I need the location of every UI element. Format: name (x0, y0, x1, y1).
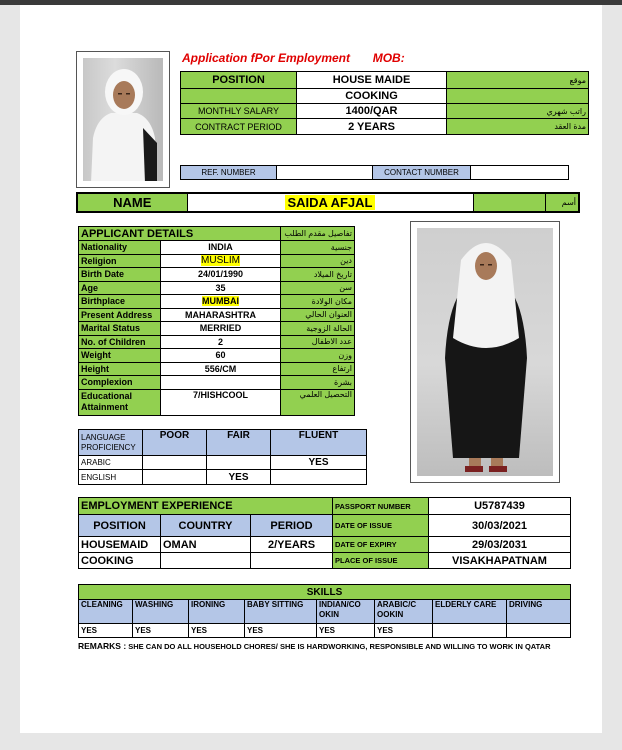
applicant-field-label: No. of Children (79, 335, 161, 349)
applicant-field-label: Birthplace (79, 295, 161, 309)
salary-label: MONTHLY SALARY (181, 104, 297, 119)
person-portrait-icon (83, 58, 163, 181)
skill-value (433, 624, 507, 638)
applicant-field-value: 556/CM (204, 363, 237, 374)
skill-value: YES (79, 624, 133, 638)
skills-table (78, 584, 571, 638)
applicant-field-value: 2 (217, 336, 223, 347)
applicant-field-ar: جنسية (281, 241, 355, 255)
skill-value: YES (245, 624, 317, 638)
applicant-field-label: Present Address (79, 308, 161, 322)
education-ar: التحصيل العلمي (281, 389, 355, 415)
application-title: Application fPor Employment (182, 51, 351, 65)
applicant-field-ar: مكان الولادة (281, 295, 355, 309)
job2-position: COOKING (79, 553, 161, 569)
applicant-field-value: MAHARASHTRA (185, 309, 256, 320)
job1-position: HOUSEMAID (79, 537, 161, 553)
applicant-field-value: 60 (215, 350, 226, 361)
skill-value: YES (317, 624, 375, 638)
passport-number-value: U5787439 (429, 498, 571, 515)
passport-photo (76, 51, 170, 188)
passport-table (332, 497, 571, 569)
applicant-field-label: Complexion (79, 376, 161, 390)
english-level: YES (207, 470, 271, 485)
contract-label: CONTRACT PERIOD (181, 119, 297, 135)
applicant-row (79, 376, 355, 390)
ref-number-label: REF. NUMBER (181, 166, 277, 180)
place-of-issue-value: VISAKHAPATNAM (429, 553, 571, 569)
applicant-field-value: MERRIED (199, 323, 242, 334)
date-of-expiry-label: DATE OF EXPIRY (333, 537, 429, 553)
applicant-field-ar: الحالة الزوجية (281, 322, 355, 336)
applicant-field-ar: العنوان الحالي (281, 308, 355, 322)
applicant-details-heading-ar: تفاصيل مقدم الطلب (281, 227, 355, 241)
contact-number-label: CONTACT NUMBER (373, 166, 471, 180)
job1-period: 2/YEARS (251, 537, 333, 553)
skill-header: ARABIC/C OOKIN (375, 600, 433, 624)
applicant-field-ar: وزن (281, 349, 355, 363)
english-label: ENGLISH (79, 470, 143, 485)
position-table (180, 71, 589, 135)
language-table (78, 429, 367, 485)
name-ar: أسم (545, 193, 579, 212)
person-full-body-icon (417, 228, 553, 476)
applicant-field-ar: تاريخ الميلاد (281, 268, 355, 282)
applicant-field-value: 24/01/1990 (197, 269, 244, 280)
date-of-issue-label: DATE OF ISSUE (333, 515, 429, 537)
skill-header: DRIVING (507, 600, 571, 624)
skill-header: WASHING (133, 600, 189, 624)
applicant-field-value: MUMBAI (202, 296, 239, 307)
skill-value: YES (375, 624, 433, 638)
applicant-field-ar: ارتفاع (281, 362, 355, 376)
applicant-row (79, 241, 355, 255)
arabic-label: ARABIC (79, 456, 143, 470)
contract-value: 2 YEARS (297, 119, 447, 135)
applicant-field-label: Marital Status (79, 322, 161, 336)
applicant-row (79, 362, 355, 376)
applicant-field-ar: بشرة (281, 376, 355, 390)
date-of-issue-value: 30/03/2021 (429, 515, 571, 537)
skill-header: BABY SITTING (245, 600, 317, 624)
employment-heading: EMPLOYMENT EXPERIENCE (79, 498, 333, 515)
skill-value: YES (133, 624, 189, 638)
applicant-row (79, 281, 355, 295)
name-table (76, 192, 580, 213)
col-period: PERIOD (251, 515, 333, 537)
name-value: SAIDA AFJAL (285, 195, 376, 210)
applicant-field-label: Weight (79, 349, 161, 363)
applicant-field-ar: عدد الاطفال (281, 335, 355, 349)
date-of-expiry-value: 29/03/2031 (429, 537, 571, 553)
applicant-details-table (78, 226, 355, 416)
applicant-field-label: Birth Date (79, 268, 161, 282)
passport-number-label: PASSPORT NUMBER (333, 498, 429, 515)
poor-header: POOR (143, 430, 207, 456)
language-label-2: PROFICIENCY (81, 442, 136, 452)
applicant-field-ar: دين (281, 254, 355, 268)
applicant-field-ar: سن (281, 281, 355, 295)
remarks-text: SHE CAN DO ALL HOUSEHOLD CHORES/ SHE IS HARDWORKING, RESPONSIBLE AND WILLING TO WORK IN QATAR (128, 642, 551, 651)
ref-number-value (277, 166, 373, 180)
applicant-details-heading: APPLICANT DETAILS (79, 227, 281, 241)
applicant-field-value: INDIA (208, 242, 233, 253)
skill-value (507, 624, 571, 638)
col-country: COUNTRY (161, 515, 251, 537)
education-label: Educational (81, 391, 133, 401)
position-value-2: COOKING (297, 89, 447, 104)
applicant-field-label: Nationality (79, 241, 161, 255)
contact-number-value (471, 166, 569, 180)
applicant-field-label: Height (79, 362, 161, 376)
language-label: LANGUAGE (81, 432, 126, 442)
applicant-row (79, 335, 355, 349)
job1-country: OMAN (161, 537, 251, 553)
contract-ar: مدة العقد (447, 119, 589, 135)
fluent-header: FLUENT (271, 430, 367, 456)
applicant-row (79, 254, 355, 268)
applicant-field-value: 35 (215, 282, 226, 293)
employment-table (78, 497, 333, 569)
position-value: HOUSE MAIDE (297, 72, 447, 89)
name-label: NAME (77, 193, 187, 212)
applicant-field-value: MUSLIM (201, 255, 240, 267)
col-position: POSITION (79, 515, 161, 537)
applicant-row (79, 308, 355, 322)
education-label-2: Attainment (81, 402, 128, 412)
salary-ar: راتب شهري (447, 104, 589, 119)
skill-header: CLEANING (79, 600, 133, 624)
applicant-field-label: Age (79, 281, 161, 295)
salary-value: 1400/QAR (297, 104, 447, 119)
skills-heading: SKILLS (79, 585, 571, 600)
arabic-level: YES (271, 456, 367, 470)
remarks-label: REMARKS : (78, 641, 127, 651)
skill-header: IRONING (189, 600, 245, 624)
mob-label: MOB: (372, 51, 405, 65)
applicant-row (79, 268, 355, 282)
skill-header: INDIAN/CO OKIN (317, 600, 375, 624)
applicant-row (79, 322, 355, 336)
skill-value: YES (189, 624, 245, 638)
position-ar: موقع (447, 72, 589, 89)
position-label: POSITION (181, 72, 297, 89)
skill-header: ELDERLY CARE (433, 600, 507, 624)
place-of-issue-label: PLACE OF ISSUE (333, 553, 429, 569)
fair-header: FAIR (207, 430, 271, 456)
applicant-row (79, 349, 355, 363)
full-body-photo (410, 221, 560, 483)
applicant-field-label: Religion (79, 254, 161, 268)
ref-table (180, 165, 569, 180)
education-value: 7/HISHCOOL (161, 389, 281, 415)
document-page (20, 5, 602, 733)
applicant-row (79, 295, 355, 309)
